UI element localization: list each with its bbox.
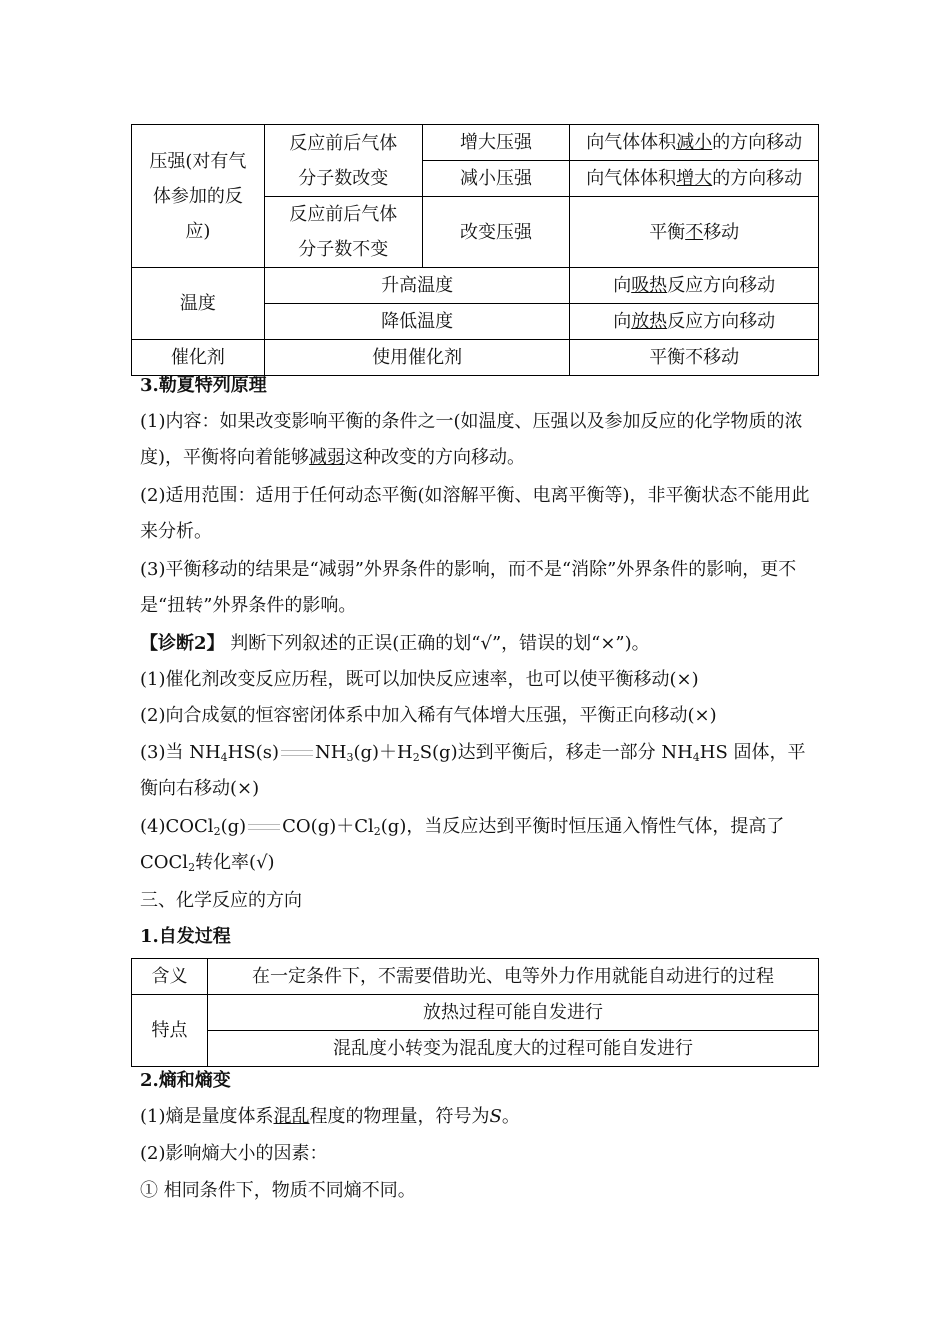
underlined-answer: 不 xyxy=(685,221,704,243)
feature-2-cell xyxy=(207,1031,818,1067)
subscript: 2 xyxy=(412,751,420,764)
increase-pressure-cell xyxy=(422,125,570,161)
decrease-pressure-cell xyxy=(422,161,570,197)
item-text: HS 固体，平衡向右移动(×) xyxy=(140,742,806,799)
item-text: (4)COCl xyxy=(140,816,214,837)
lower-temp-cell xyxy=(264,304,570,340)
result-text: 向 xyxy=(613,311,632,332)
content-text: 这种改变的方向移动。 xyxy=(345,447,526,468)
change-pressure-label: 改变压强 xyxy=(460,221,532,243)
pressure-label: 压强(对有气体参加的反应) xyxy=(149,150,247,242)
underlined-answer: 增大 xyxy=(676,168,713,189)
result-text: 向气体体积 xyxy=(586,168,677,189)
diagnosis-item-3 xyxy=(140,735,812,807)
feature-label-cell xyxy=(132,995,208,1067)
increase-pressure-label: 增大压强 xyxy=(460,132,532,153)
diagnosis-tag: 【诊断2】 xyxy=(140,633,225,654)
same-row-cell xyxy=(264,197,422,268)
meaning-text: 在一定条件下，不需要借助光、电等外力作用就能自动进行的过程 xyxy=(251,966,774,987)
subscript: 3 xyxy=(346,751,354,764)
reversible-arrow-icon xyxy=(279,748,315,758)
pressure-label-cell xyxy=(132,125,265,268)
decrease-pressure-label: 减小压强 xyxy=(460,168,532,189)
molecule-count-change-label: 反应前后气体分子数改变 xyxy=(289,132,398,189)
feature-1-cell xyxy=(207,995,818,1031)
lower-temp-result xyxy=(570,304,819,340)
diagnosis-item-1: (1)催化剂改变反应历程，既可以加快反应速率，也可以使平衡移动(×) xyxy=(140,669,699,690)
temperature-label-cell xyxy=(132,268,265,340)
subscript: 4 xyxy=(220,751,228,764)
item-text: S(g)达到平衡后，移走一部分 NH xyxy=(419,742,693,763)
result-text: 的方向移动 xyxy=(712,132,803,153)
diagnosis-intro xyxy=(140,626,812,662)
item-text: (g)，当反应达到平衡时恒压通入惰性气体，提高了 COCl xyxy=(140,816,785,873)
subscript: 2 xyxy=(213,825,221,838)
item-text: (g)＋H xyxy=(353,742,413,763)
entropy-factor-1: ① 相同条件下，物质不同熵不同。 xyxy=(140,1180,416,1201)
content-text: 。 xyxy=(501,1106,520,1127)
result-text: 向 xyxy=(613,275,632,296)
underlined-answer: 混乱 xyxy=(273,1106,310,1127)
lower-temp-label: 降低温度 xyxy=(381,311,454,332)
meaning-label-cell xyxy=(132,959,208,995)
item-text: HS(s) xyxy=(227,742,279,763)
subscript: 4 xyxy=(692,751,700,764)
diagnosis-item-2: (2)向合成氨的恒容密闭体系中加入稀有气体增大压强，平衡正向移动(×) xyxy=(140,705,717,726)
change-pressure-result xyxy=(570,197,819,268)
le-chatelier-scope: (2)适用范围：适用于任何动态平衡(如溶解平衡、电离平衡等)，非平衡状态不能用此来分析。 xyxy=(140,485,810,542)
diagnosis-instructions: 判断下列叙述的正误(正确的划“√”，错误的划“×”)。 xyxy=(224,633,650,654)
item-text: (3)当 NH xyxy=(140,742,221,763)
result-text: 移动 xyxy=(703,221,740,243)
item-text: CO(g)＋Cl xyxy=(282,816,374,837)
raise-temp-result xyxy=(570,268,819,304)
result-text: 的方向移动 xyxy=(712,168,803,189)
raise-temp-label: 升高温度 xyxy=(381,275,454,296)
feature-label: 特点 xyxy=(151,1020,188,1041)
le-chatelier-result: (3)平衡移动的结果是“减弱”外界条件的影响，而不是“消除”外界条件的影响，更不是“扭转”外界条件的影响。 xyxy=(140,559,797,616)
decrease-pressure-result xyxy=(570,161,819,197)
underlined-answer: 减小 xyxy=(676,132,713,153)
result-text: 向气体体积 xyxy=(586,132,677,153)
molecule-count-same-label: 反应前后气体分子数不变 xyxy=(289,204,398,260)
subsection-spontaneous-process: 1.自发过程 xyxy=(140,926,231,947)
meaning-label: 含义 xyxy=(151,966,188,987)
subscript: 2 xyxy=(188,861,196,874)
feature-text: 放热过程可能自发进行 xyxy=(422,1002,603,1023)
subsection-entropy: 2.熵和熵变 xyxy=(140,1070,231,1091)
feature-text: 混乱度小转变为混乱度大的过程可能自发进行 xyxy=(332,1038,693,1059)
result-text: 平衡 xyxy=(649,221,686,243)
catalyst-use-label: 使用催化剂 xyxy=(372,347,463,368)
entropy-definition xyxy=(140,1099,812,1135)
underlined-answer: 吸热 xyxy=(631,275,668,296)
entropy-symbol: S xyxy=(489,1106,502,1127)
change-row-cell xyxy=(264,125,422,197)
underlined-answer: 减弱 xyxy=(309,447,346,468)
le-chatelier-content xyxy=(140,404,812,476)
result-text: 反应方向移动 xyxy=(667,311,776,332)
increase-pressure-result xyxy=(570,125,819,161)
subscript: 2 xyxy=(373,825,381,838)
meaning-text-cell xyxy=(207,959,818,995)
entropy-factors: (2)影响熵大小的因素： xyxy=(140,1143,328,1164)
content-text: 程度的物理量，符号为 xyxy=(309,1106,490,1127)
diagnosis-item-4 xyxy=(140,809,812,881)
item-text: (g) xyxy=(220,816,247,837)
raise-temp-cell xyxy=(264,268,570,304)
item-text: 转化率(√) xyxy=(195,852,275,873)
temperature-label: 温度 xyxy=(179,293,216,314)
section-heading-reaction-direction: 三、化学反应的方向 xyxy=(140,890,302,911)
catalyst-label: 催化剂 xyxy=(170,347,225,368)
reversible-arrow-icon xyxy=(246,822,282,832)
item-text: NH xyxy=(314,742,347,763)
underlined-answer: 放热 xyxy=(631,311,668,332)
content-text: (1)内容：如果改变影响平衡的条件之一(如温度、压强以及参加反应的化学物质的浓度)，平衡将向着能够 xyxy=(140,411,803,468)
content-text: (1)熵是量度体系 xyxy=(140,1106,274,1127)
result-text: 反应方向移动 xyxy=(667,275,776,296)
change-pressure-cell xyxy=(422,197,570,268)
equilibrium-shift-table xyxy=(131,124,819,376)
spontaneous-process-table xyxy=(131,958,819,1067)
section-heading-le-chatelier: 3.勒夏特列原理 xyxy=(140,375,267,396)
catalyst-result-text: 平衡不移动 xyxy=(649,347,740,368)
